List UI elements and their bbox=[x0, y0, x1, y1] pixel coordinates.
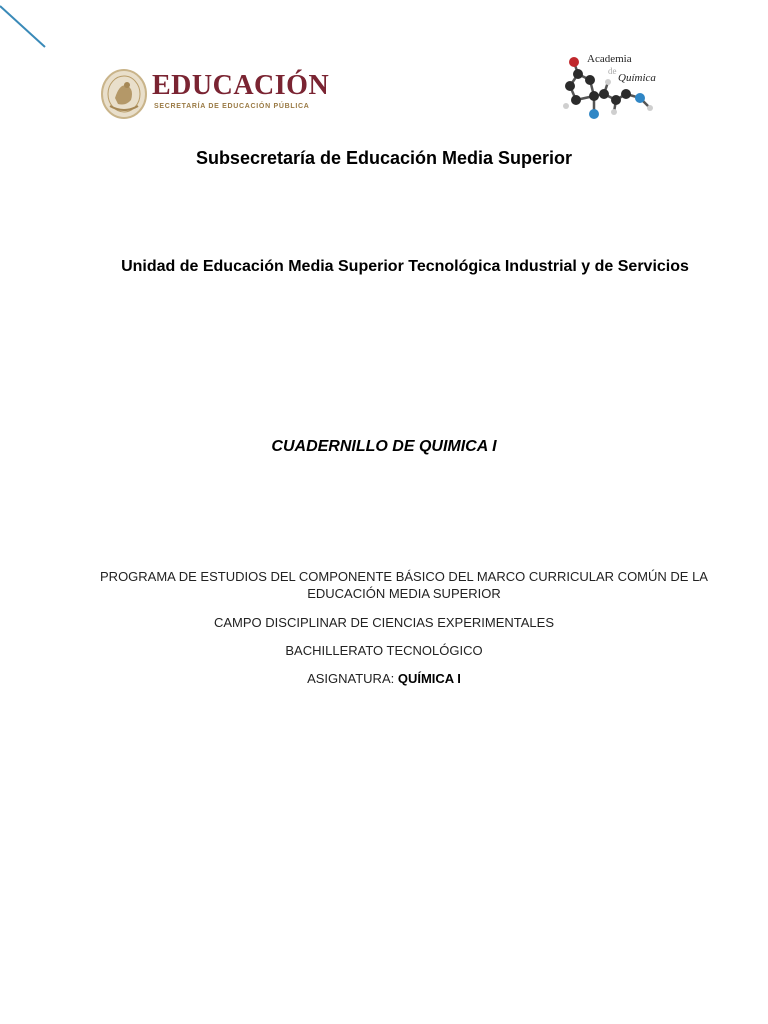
programa-text: PROGRAMA DE ESTUDIOS DEL COMPONENTE BÁSICO DEL MARCO CURRICULAR COMÚN DE LA EDUCACIÓN MEDIA SUPERIOR bbox=[100, 569, 708, 601]
subsecretaria-heading: Subsecretaría de Educación Media Superior bbox=[195, 148, 573, 168]
campo-text: CAMPO DISCIPLINAR DE CIENCIAS EXPERIMENTALES bbox=[214, 615, 554, 630]
asignatura-line bbox=[0, 670, 768, 687]
bachillerato-text: BACHILLERATO TECNOLÓGICO bbox=[285, 643, 483, 658]
mexico-seal-icon bbox=[100, 68, 148, 120]
academia-line1: Academia bbox=[587, 53, 632, 65]
academia-line2: de bbox=[608, 66, 617, 76]
sep-subline: SECRETARÍA DE EDUCACIÓN PÚBLICA bbox=[154, 103, 310, 110]
document-title: CUADERNILLO DE QUIMICA I bbox=[271, 438, 497, 455]
academia-line3: Química bbox=[618, 72, 656, 84]
asignatura-value: QUÍMICA I bbox=[397, 671, 461, 686]
asignatura-label: ASIGNATURA: bbox=[307, 671, 398, 686]
academia-quimica-logo bbox=[556, 46, 676, 122]
unidad-heading: Unidad de Educación Media Superior Tecnológica Industrial y de Servicios bbox=[121, 258, 689, 275]
sep-logo bbox=[100, 66, 340, 122]
sep-wordmark: EDUCACIÓN bbox=[152, 70, 330, 101]
corner-decoration-line bbox=[0, 0, 60, 60]
